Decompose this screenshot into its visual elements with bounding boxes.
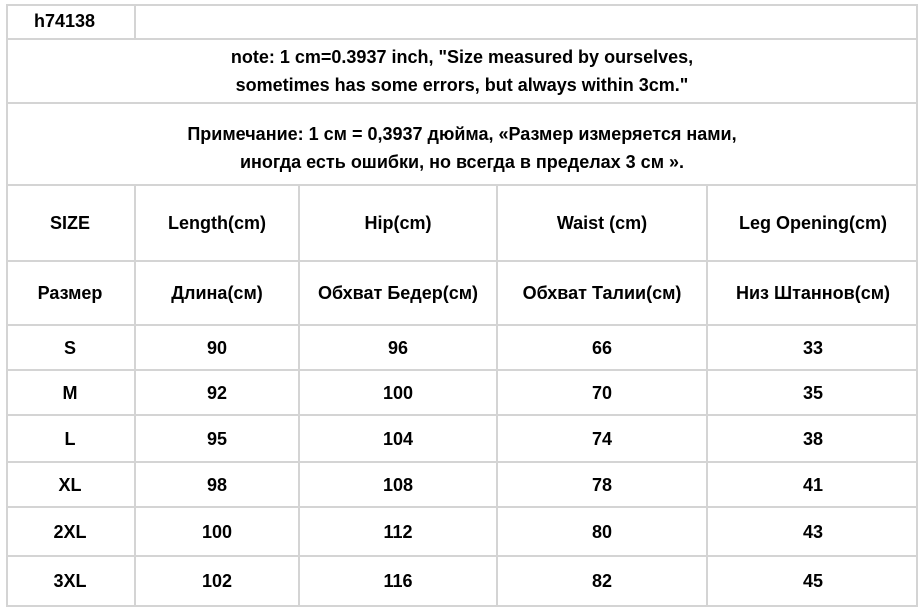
note-russian-line-1: Примечание: 1 см = 0,3937 дюйма, «Размер измеряется нами, — [187, 124, 737, 144]
note-russian — [6, 112, 918, 184]
note-english-line-2: sometimes has some errors, but always within 3cm." — [235, 75, 689, 95]
waist-cell: 70 — [498, 371, 706, 414]
size-cell: M — [6, 371, 134, 414]
product-code: h74138 — [34, 11, 96, 31]
hip-cell: 100 — [300, 371, 496, 414]
leg-opening-cell: 43 — [708, 508, 918, 555]
waist-cell: 80 — [498, 508, 706, 555]
note-english — [6, 40, 918, 102]
header-leg-opening-ru: Низ Штаннов(см) — [708, 262, 918, 324]
length-cell: 98 — [136, 463, 298, 506]
size-cell: S — [6, 326, 134, 369]
size-cell: 3XL — [6, 557, 134, 605]
header-leg-opening: Leg Opening(cm) — [708, 186, 918, 260]
header-waist-ru: Обхват Талии(см) — [498, 262, 706, 324]
length-cell: 92 — [136, 371, 298, 414]
leg-opening-cell: 33 — [708, 326, 918, 369]
size-chart-sheet — [6, 4, 918, 616]
grid-line — [134, 4, 136, 40]
grid-line — [6, 369, 918, 371]
length-cell: 102 — [136, 557, 298, 605]
note-russian-line-2: иногда есть ошибки, но всегда в пределах 3 см ». — [239, 152, 685, 172]
grid-line — [6, 414, 918, 416]
grid-line — [6, 102, 918, 104]
grid-line — [6, 506, 918, 508]
hip-cell: 116 — [300, 557, 496, 605]
note-english-line-1: note: 1 cm=0.3937 inch, "Size measured by ourselves, — [230, 47, 694, 67]
waist-cell: 66 — [498, 326, 706, 369]
hip-cell: 108 — [300, 463, 496, 506]
length-cell: 95 — [136, 416, 298, 461]
grid-line — [6, 324, 918, 326]
hip-cell: 96 — [300, 326, 496, 369]
waist-cell: 78 — [498, 463, 706, 506]
grid-line — [706, 184, 708, 607]
size-cell: L — [6, 416, 134, 461]
grid-line — [6, 4, 918, 6]
size-cell: XL — [6, 463, 134, 506]
header-size: SIZE — [6, 186, 134, 260]
size-cell: 2XL — [6, 508, 134, 555]
grid-line — [134, 184, 136, 607]
leg-opening-cell: 45 — [708, 557, 918, 605]
grid-line — [6, 184, 918, 186]
grid-line — [6, 461, 918, 463]
header-length: Length(cm) — [136, 186, 298, 260]
header-size-ru: Размер — [6, 262, 134, 324]
leg-opening-cell: 38 — [708, 416, 918, 461]
grid-line — [6, 4, 8, 607]
grid-line — [6, 555, 918, 557]
waist-cell: 74 — [498, 416, 706, 461]
grid-line — [6, 605, 918, 607]
hip-cell: 112 — [300, 508, 496, 555]
hip-cell: 104 — [300, 416, 496, 461]
grid-line — [298, 184, 300, 607]
header-hip-ru: Обхват Бедер(см) — [300, 262, 496, 324]
waist-cell: 82 — [498, 557, 706, 605]
grid-line — [6, 38, 918, 40]
length-cell: 100 — [136, 508, 298, 555]
header-length-ru: Длина(см) — [136, 262, 298, 324]
length-cell: 90 — [136, 326, 298, 369]
header-hip: Hip(cm) — [300, 186, 496, 260]
product-code-cell — [6, 4, 134, 38]
grid-line — [496, 184, 498, 607]
leg-opening-cell: 41 — [708, 463, 918, 506]
leg-opening-cell: 35 — [708, 371, 918, 414]
header-waist: Waist (cm) — [498, 186, 706, 260]
grid-line — [6, 260, 918, 262]
